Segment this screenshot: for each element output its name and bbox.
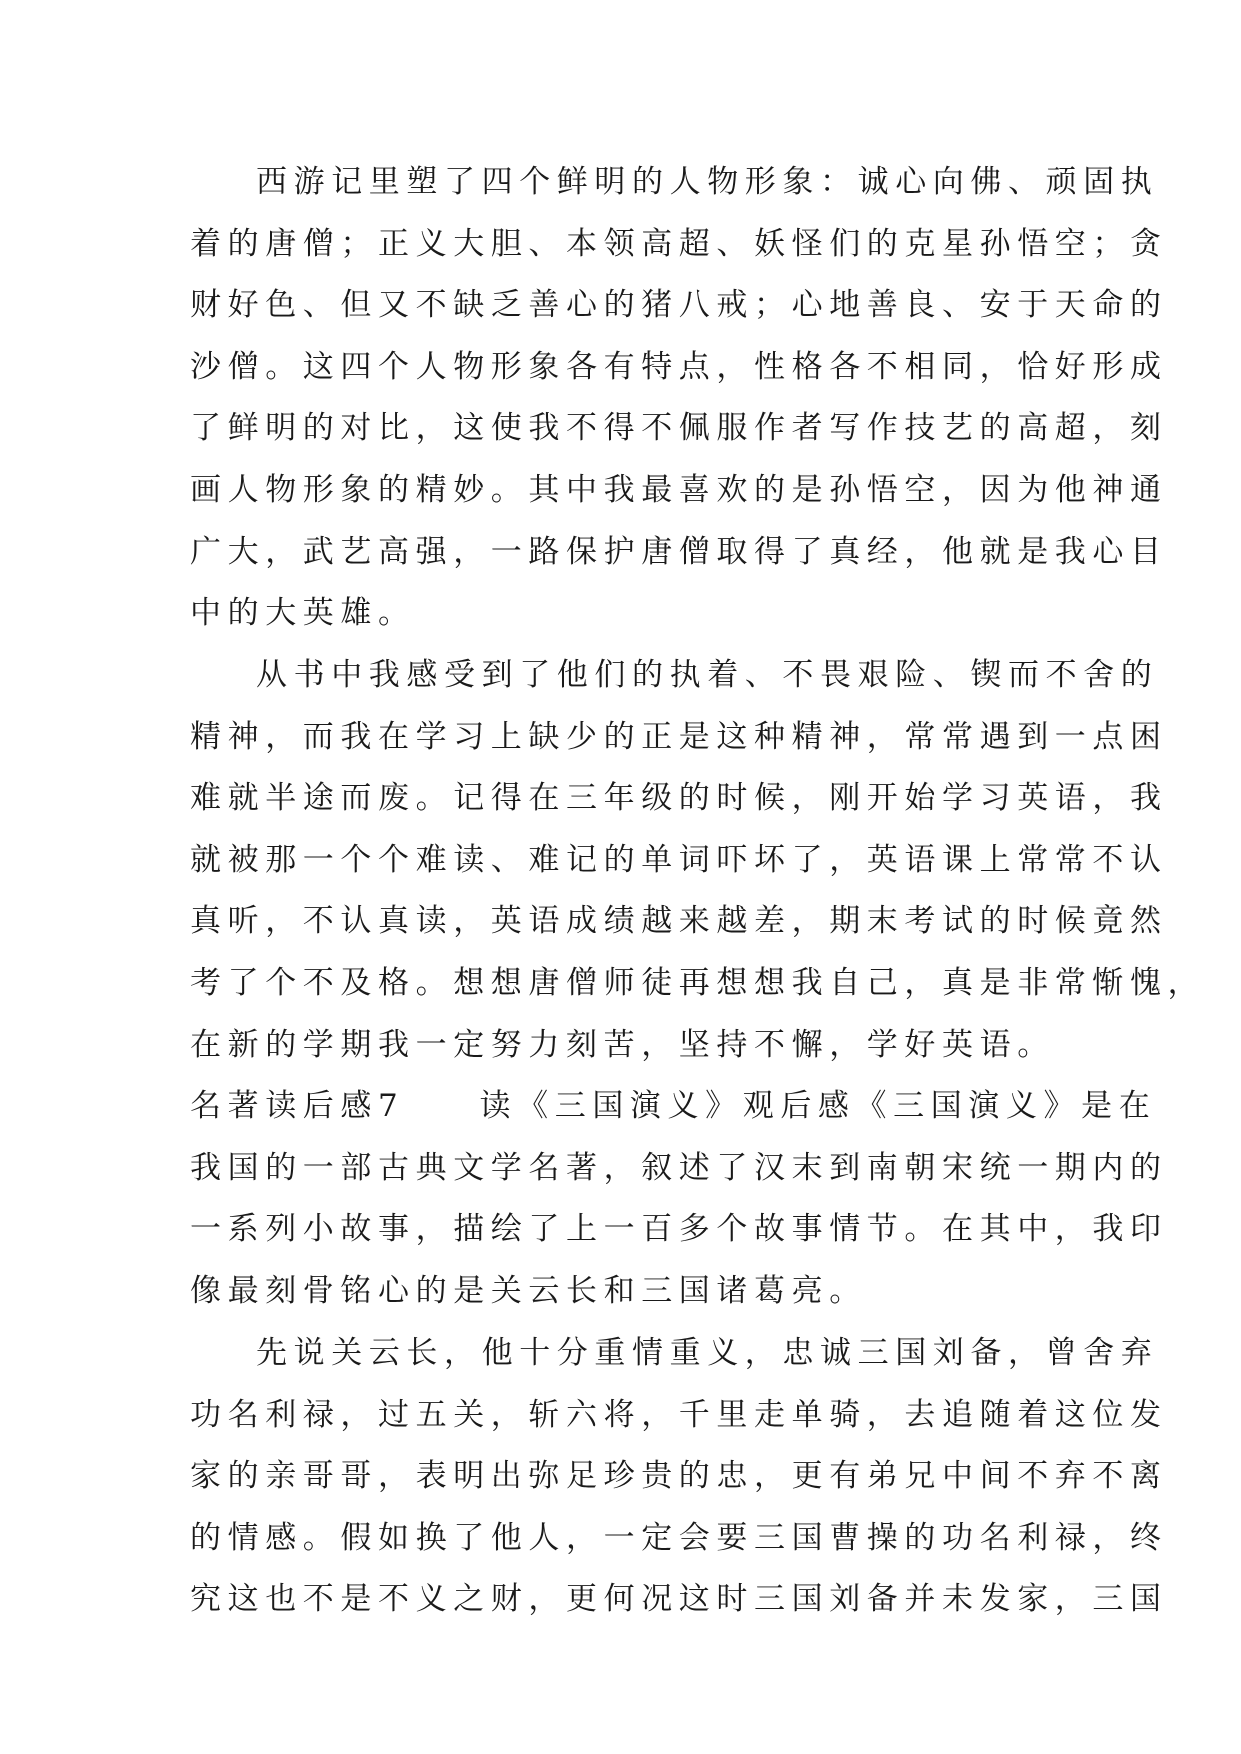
paragraph-line: 的情感。假如换了他人，一定会要三国曹操的功名利禄，终 bbox=[190, 1519, 1168, 1556]
paragraph-2 bbox=[190, 645, 1206, 1076]
paragraph-line: 在新的学期我一定努力刻苦，坚持不懈，学好英语。 bbox=[190, 1026, 1055, 1063]
paragraph-line: 了鲜明的对比，这使我不得不佩服作者写作技艺的高超，刻 bbox=[190, 410, 1168, 447]
paragraph-3 bbox=[190, 1076, 1168, 1322]
paragraph-line: 先说关云长，他十分重情重义，忠诚三国刘备，曾舍弃 bbox=[256, 1335, 1159, 1371]
paragraph-line: 广大，武艺高强，一路保护唐僧取得了真经，他就是我心目 bbox=[190, 533, 1168, 570]
paragraph-line: 究这也不是不义之财，更何况这时三国刘备并未发家，三国 bbox=[190, 1581, 1168, 1618]
paragraph-line: 中的大英雄。 bbox=[190, 595, 416, 632]
paragraph-line: 考了个不及格。想想唐僧师徒再想想我自己，真是非常惭愧， bbox=[190, 964, 1206, 1001]
paragraph-line: 难就半途而废。记得在三年级的时候，刚开始学习英语，我 bbox=[190, 780, 1168, 817]
paragraph-1 bbox=[190, 152, 1168, 645]
paragraph-line: 名著读后感7 读《三国演义》观后感《三国演义》是在 bbox=[190, 1088, 1157, 1124]
paragraph-line: 像最刻骨铭心的是关云长和三国诸葛亮。 bbox=[190, 1272, 867, 1309]
paragraph-line: 着的唐僧；正义大胆、本领高超、妖怪们的克星孙悟空；贪 bbox=[190, 225, 1168, 262]
paragraph-line: 功名利禄，过五关，斩六将，千里走单骑，去追随着这位发 bbox=[190, 1396, 1168, 1433]
paragraph-line: 西游记里塑了四个鲜明的人物形象：诚心向佛、顽固执 bbox=[256, 164, 1159, 200]
paragraph-4 bbox=[190, 1323, 1168, 1631]
paragraph-line: 沙僧。这四个人物形象各有特点，性格各不相同，恰好形成 bbox=[190, 348, 1168, 385]
paragraph-line: 一系列小故事，描绘了上一百多个故事情节。在其中，我印 bbox=[190, 1211, 1168, 1248]
paragraph-line: 精神，而我在学习上缺少的正是这种精神，常常遇到一点困 bbox=[190, 718, 1168, 755]
paragraph-line: 财好色、但又不缺乏善心的猪八戒；心地善良、安于天命的 bbox=[190, 287, 1168, 324]
paragraph-line: 我国的一部古典文学名著，叙述了汉末到南朝宋统一期内的 bbox=[190, 1149, 1168, 1186]
paragraph-line: 真听，不认真读，英语成绩越来越差，期末考试的时候竟然 bbox=[190, 903, 1168, 940]
paragraph-line: 从书中我感受到了他们的执着、不畏艰险、锲而不舍的 bbox=[256, 657, 1159, 693]
paragraph-line: 画人物形象的精妙。其中我最喜欢的是孙悟空，因为他神通 bbox=[190, 471, 1168, 508]
paragraph-line: 家的亲哥哥，表明出弥足珍贵的忠，更有弟兄中间不弃不离 bbox=[190, 1458, 1168, 1495]
paragraph-line: 就被那一个个难读、难记的单词吓坏了，英语课上常常不认 bbox=[190, 841, 1168, 878]
